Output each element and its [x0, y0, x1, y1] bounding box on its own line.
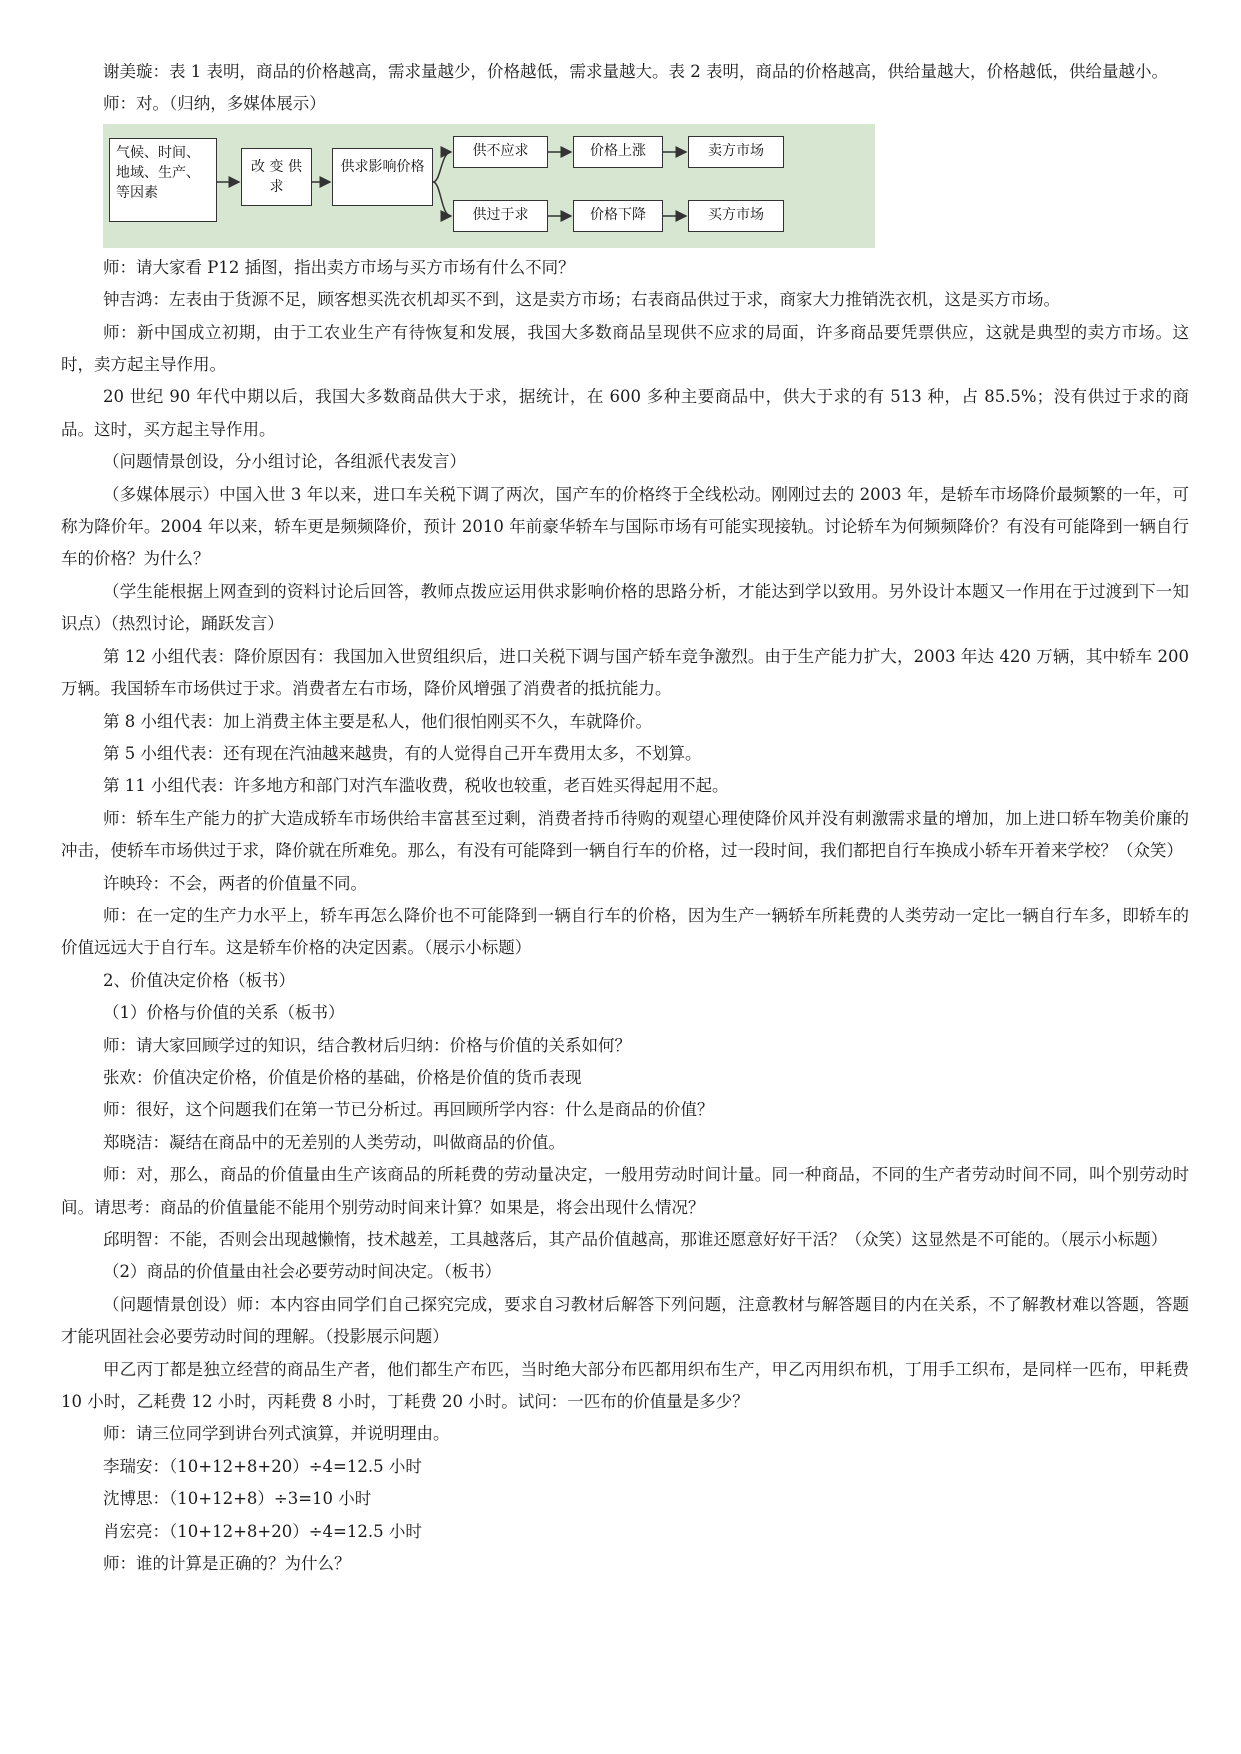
sellers-market-label: 卖方市场 — [708, 142, 764, 159]
surplus-label: 供过于求 — [472, 206, 529, 223]
paragraph: 甲乙丙丁都是独立经营的商品生产者，他们都生产布匹，当时绝大部分布匹都用织布生产，甲乙丙用织布机，丁用手工织布，是同样一匹布，甲耗费 10 小时，乙耗费 12 小时，丙耗费 8 小时，丁耗费 20 小时。试问：一匹布的价值量是多少？ — [61, 1359, 1189, 1412]
buyers-market-box — [688, 200, 784, 232]
paragraph: 师：请三位同学到讲台列式演算，并说明理由。 — [103, 1424, 450, 1444]
paragraph: 邱明智：不能，否则会出现越懒惰，技术越差，工具越落后，其产品价值越高，那谁还愿意好好干活？（众笑）这显然是不可能的。（展示小标题） — [103, 1230, 1168, 1249]
paragraph: 师：对。（归纳，多媒体展示） — [103, 94, 326, 114]
price-down-label: 价格下降 — [590, 206, 646, 223]
paragraph: 师：轿车生产能力的扩大造成轿车市场供给丰富甚至过剩，消费者持币待购的观望心理使降价风并没有刺激需求量的增加，加上进口轿车物美价廉的冲击，使轿车市场供过于求，降价就在所难免。那么，有没有可能降到一辆自行车的价格，过一段时间，我们都把自行车换成小轿车开着来学校？（众笑） — [61, 808, 1189, 861]
paragraph: 师：请大家看 P12 插图，指出卖方市场与买方市场有什么不同？ — [103, 257, 575, 277]
factors-label: 气候、时间、地域、生产、等因素 — [116, 144, 200, 201]
paragraph: 20 世纪 90 年代中期以后，我国大多数商品供大于求，据统计，在 600 多种主要商品中，供大于求的有 513 种，占 85.5%；没有供过于求的商品。这时，买方起主导作用。 — [61, 387, 1189, 439]
document-body — [61, 56, 1189, 1580]
change-supply-box — [241, 148, 312, 206]
paragraph: 沈博思：（10+12+8）÷3=10 小时 — [103, 1489, 372, 1509]
price-up-label: 价格上涨 — [590, 142, 646, 159]
paragraph: 2、价值决定价格（板书） — [103, 970, 295, 990]
supply-affects-price-box — [332, 148, 433, 206]
paragraph: 张欢：价值决定价格，价值是价格的基础，价格是价值的货币表现 — [103, 1067, 582, 1087]
paragraph: 郑晓洁：凝结在商品中的无差别的人类劳动，叫做商品的价值。 — [103, 1132, 565, 1152]
price-up-box — [573, 136, 663, 168]
paragraph: 第 8 小组代表：加上消费主体主要是私人，他们很怕刚买不久，车就降价。 — [103, 711, 652, 731]
paragraph: 许映玲：不会，两者的价值量不同。 — [103, 873, 367, 893]
shortage-box — [453, 136, 548, 168]
paragraph: 李瑞安：（10+12+8+20）÷4=12.5 小时 — [103, 1456, 422, 1476]
buyers-market-label: 买方市场 — [708, 206, 764, 223]
supply-demand-flowchart — [103, 124, 875, 248]
paragraph: 第 12 小组代表：降价原因有：我国加入世贸组织后，进口关税下调与国产轿车竞争激烈。由于生产能力扩大，2003 年达 420 万辆，其中轿车 200 万辆。我国轿车市场供过于求。消费者左右市场，降价风增强了消费者的抵抗能力。 — [61, 646, 1189, 699]
factors-box — [109, 138, 217, 222]
paragraph: （问题情景创设，分小组讨论，各组派代表发言） — [103, 452, 466, 472]
paragraph: （问题情景创设）师：本内容由同学们自己探究完成，要求自习教材后解答下列问题，注意教材与解答题目的内在关系，不了解教材难以答题，答题才能巩固社会必要劳动时间的理解。（投影展示问题） — [61, 1294, 1189, 1347]
paragraph: 师：谁的计算是正确的？为什么？ — [103, 1554, 351, 1574]
paragraph: 钟吉鸿：左表由于货源不足，顾客想买洗衣机却买不到，这是卖方市场；右表商品供过于求，商家大力推销洗衣机，这是买方市场。 — [103, 290, 1060, 310]
paragraph: 第 11 小组代表：许多地方和部门对汽车滥收费，税收也较重，老百姓买得起用不起。 — [103, 776, 729, 796]
supply-affects-price-label: 供求影响价格 — [340, 158, 425, 175]
shortage-label: 供不应求 — [472, 142, 529, 159]
paragraph: （多媒体展示）中国入世 3 年以来，进口车关税下调了两次，国产车的价格终于全线松动。刚刚过去的 2003 年，是轿车市场降价最频繁的一年，可称为降价年。2004 年以来，轿车更是频频降价，预计 2010 年前豪华轿车与国际市场有可能实现接轨。讨论轿车为何频频降价？有没有可能降到一辆自行车的价格？为什么？ — [61, 484, 1189, 569]
lesson-transcript — [61, 252, 1189, 1581]
paragraph: 师：新中国成立初期，由于工农业生产有待恢复和发展，我国大多数商品呈现供不应求的局面，许多商品要凭票供应，这就是典型的卖方市场。这时，卖方起主导作用。 — [61, 322, 1189, 375]
paragraph: 师：对，那么，商品的价值量由生产该商品的所耗费的劳动量决定，一般用劳动时间计量。同一种商品，不同的生产者劳动时间不同，叫个别劳动时间。请思考：商品的价值量能不能用个别劳动时间来计算？如果是，将会出现什么情况？ — [61, 1165, 1189, 1217]
price-down-box — [573, 200, 663, 232]
paragraph: 谢美璇：表 1 表明，商品的价格越高，需求量越少，价格越低，需求量越大。表 2 表明，商品的价格越高，供给量越大，价格越低，供给量越小。 — [103, 62, 1168, 81]
paragraph: 肖宏亮：（10+12+8+20）÷4=12.5 小时 — [103, 1521, 422, 1541]
paragraph: 师：在一定的生产力水平上，轿车再怎么降价也不可能降到一辆自行车的价格，因为生产一辆轿车所耗费的人类劳动一定比一辆自行车多，即轿车的价值远远大于自行车。这是轿车价格的决定因素。（展示小标题） — [61, 905, 1189, 958]
paragraph: （学生能根据上网查到的资料讨论后回答，教师点拨应运用供求影响价格的思路分析，才能达到学以致用。另外设计本题又一作用在于过渡到下一知识点）（热烈讨论，踊跃发言） — [61, 581, 1189, 634]
paragraph: 师：很好，这个问题我们在第一节已分析过。再回顾所学内容：什么是商品的价值？ — [103, 1100, 714, 1120]
paragraph: （1）价格与价值的关系（板书） — [103, 1003, 345, 1023]
paragraph: （2）商品的价值量由社会必要劳动时间决定。（板书） — [103, 1262, 502, 1282]
paragraph: 第 5 小组代表：还有现在汽油越来越贵，有的人觉得自己开车费用太多，不划算。 — [103, 743, 702, 763]
sellers-market-box — [688, 136, 784, 168]
change-supply-label: 改 变 供 求 — [251, 158, 302, 195]
surplus-box — [453, 200, 548, 232]
paragraph: 师：请大家回顾学过的知识，结合教材后归纳：价格与价值的关系如何？ — [103, 1035, 631, 1055]
